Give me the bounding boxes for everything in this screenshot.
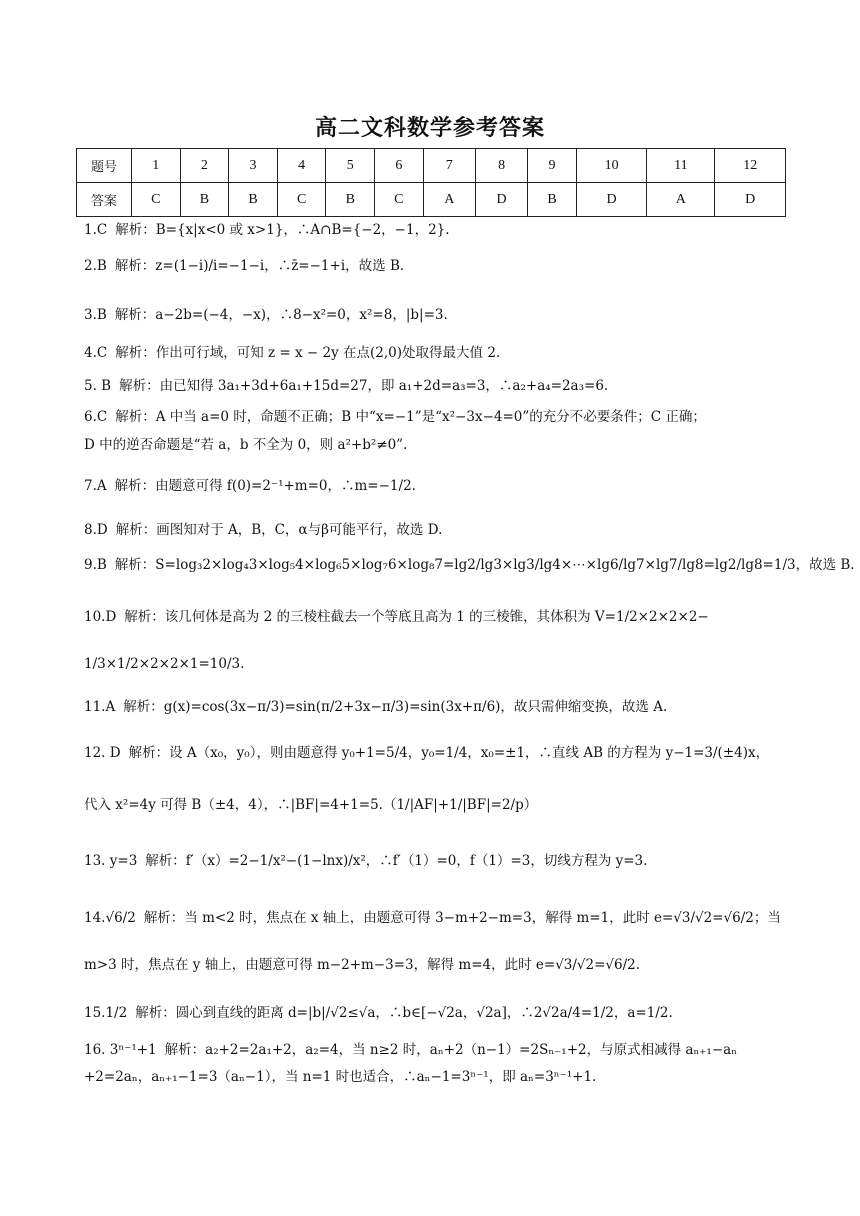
solution-number: 10.D (84, 609, 117, 625)
solution-line (84, 697, 784, 717)
answer-table (76, 148, 786, 217)
solution-line (84, 220, 784, 240)
answer-row (77, 183, 786, 217)
solution-number: 14.√6/2 (84, 910, 136, 926)
question-number: 9 (528, 149, 577, 183)
answer-cell: D (715, 183, 786, 217)
question-number: 11 (647, 149, 715, 183)
solution-number: 13. y=3 (84, 853, 138, 869)
solution-number: 5. B (84, 378, 112, 394)
question-number: 6 (375, 149, 424, 183)
solution-line (84, 1067, 784, 1087)
solution-line (84, 520, 784, 540)
solution-text: 解析：S=log₃2×log₄3×log₅4×log₆5×log₇6×log₈7=lg2/lg3×lg3/lg4×⋯×lg6/lg7×lg7/lg8=lg2/lg8=1/3，故选 B. (114, 557, 855, 573)
answer-cell: B (528, 183, 577, 217)
solution-line (84, 1040, 784, 1060)
answer-cell: D (475, 183, 527, 217)
solution-number: 4.C (84, 345, 108, 361)
solution-line (84, 955, 784, 975)
question-number: 12 (715, 149, 786, 183)
question-number: 8 (475, 149, 527, 183)
solution-text: 解析：g(x)=cos(3x−π/3)=sin(π/2+3x−π/3)=sin(3x+π/6)，故只需伸缩变换，故选 A. (123, 699, 668, 715)
solution-text: 解析：圆心到直线的距离 d=|b|/√2≤√a，∴b∈[−√2a，√2a]，∴2√2a/4=1/2，a=1/2. (135, 1005, 673, 1021)
solution-line (84, 343, 784, 363)
solution-line (84, 376, 784, 396)
row-label-number: 题号 (77, 149, 132, 183)
answer-cell: A (423, 183, 475, 217)
solution-line (84, 476, 784, 496)
question-number: 3 (229, 149, 278, 183)
solution-line (84, 1003, 784, 1023)
solution-line (84, 555, 855, 575)
solution-line (84, 743, 784, 763)
solution-number: 3.B (84, 307, 107, 323)
answer-cell: B (229, 183, 278, 217)
solution-text: 解析：A 中当 a=0 时，命题不正确；B 中“x=−1”是“x²−3x−4=0”的充分不必要条件；C 正确； (115, 409, 706, 425)
solution-text: 解析：B={x|x<0 或 x>1}，∴A∩B={−2，−1，2}. (115, 222, 450, 238)
solution-number: 7.A (84, 478, 107, 494)
solution-text: +2=2aₙ，aₙ₊₁−1=3（aₙ−1），当 n=1 时也适合，∴aₙ−1=3ⁿ⁻¹，即 aₙ=3ⁿ⁻¹+1. (84, 1069, 597, 1085)
solution-number: 2.B (84, 258, 107, 274)
solution-text: 解析：由题意可得 f(0)=2⁻¹+m=0，∴m=−1/2. (114, 478, 416, 494)
solution-line (84, 305, 784, 325)
solution-number: 11.A (84, 699, 116, 715)
solution-text: 解析：a−2b=(−4，−x)，∴8−x²=0，x²=8，|b|=3. (114, 307, 448, 323)
solution-line (84, 654, 784, 674)
solution-line (84, 908, 784, 928)
answer-cell: B (326, 183, 375, 217)
row-label-answer: 答案 (77, 183, 132, 217)
solution-line (84, 607, 784, 627)
answer-cell: C (132, 183, 181, 217)
question-number: 4 (277, 149, 326, 183)
solution-line (84, 407, 784, 427)
answer-cell: B (180, 183, 229, 217)
solution-text: 解析：z=(1−i)/i=−1−i，∴z̄=−1+i，故选 B. (114, 258, 405, 274)
solution-line (84, 256, 784, 276)
solution-text: 代入 x²=4y 可得 B（±4，4），∴|BF|=4+1=5.（1/|AF|+1/|BF|=2/p） (84, 797, 538, 813)
solution-number: 12. D (84, 745, 121, 761)
question-number: 5 (326, 149, 375, 183)
question-number: 7 (423, 149, 475, 183)
solution-text: 解析：a₂+2=2a₁+2，a₂=4，当 n≥2 时，aₙ+2（n−1）=2Sₙ₋₁+2，与原式相减得 aₙ₊₁−aₙ (164, 1042, 738, 1058)
solution-text: 解析：画图知对于 A，B，C，α与β可能平行，故选 D. (115, 522, 443, 538)
solution-text: 解析：由已知得 3a₁+3d+6a₁+15d=27，即 a₁+2d=a₃=3，∴a₂+a₄=2a₃=6. (119, 378, 609, 394)
answer-cell: A (647, 183, 715, 217)
solution-number: 6.C (84, 409, 108, 425)
solution-line (84, 435, 784, 455)
question-number-row (77, 149, 786, 183)
page-title: 高二文科数学参考答案 (314, 115, 545, 141)
question-number: 2 (180, 149, 229, 183)
solution-line (84, 851, 784, 871)
solution-text: 解析：当 m<2 时，焦点在 x 轴上，由题意可得 3−m+2−m=3，解得 m=1，此时 e=√3/√2=√6/2；当 (143, 910, 781, 926)
solution-number: 15.1/2 (84, 1005, 128, 1021)
solution-line (84, 795, 784, 815)
question-number: 10 (576, 149, 647, 183)
solution-text: 解析：f′（x）=2−1/x²−(1−lnx)/x²，∴f′（1）=0，f（1）=3，切线方程为 y=3. (145, 853, 648, 869)
solution-text: 解析：设 A（x₀，y₀），则由题意得 y₀+1=5/4，y₀=1/4，x₀=±1，∴直线 AB 的方程为 y−1=3/(±4)x， (128, 745, 770, 761)
solution-number: 9.B (84, 557, 107, 573)
question-number: 1 (132, 149, 181, 183)
solution-text: 解析：该几何体是高为 2 的三棱柱截去一个等底且高为 1 的三棱锥，其体积为 V=1/2×2×2×2− (124, 609, 709, 625)
answer-cell: D (576, 183, 647, 217)
solution-text: 1/3×1/2×2×2×1=10/3. (84, 656, 245, 672)
solution-number: 16. 3ⁿ⁻¹+1 (84, 1042, 157, 1058)
solution-number: 1.C (84, 222, 108, 238)
solution-number: 8.D (84, 522, 108, 538)
answer-cell: C (277, 183, 326, 217)
solution-text: D 中的逆否命题是“若 a，b 不全为 0，则 a²+b²≠0”. (84, 437, 408, 453)
solution-text: 解析：作出可行域，可知 z = x − 2y 在点(2,0)处取得最大值 2. (115, 345, 501, 361)
answer-cell: C (375, 183, 424, 217)
solution-text: m>3 时，焦点在 y 轴上，由题意可得 m−2+m−3=3，解得 m=4，此时 e=√3/√2=√6/2. (84, 957, 641, 973)
